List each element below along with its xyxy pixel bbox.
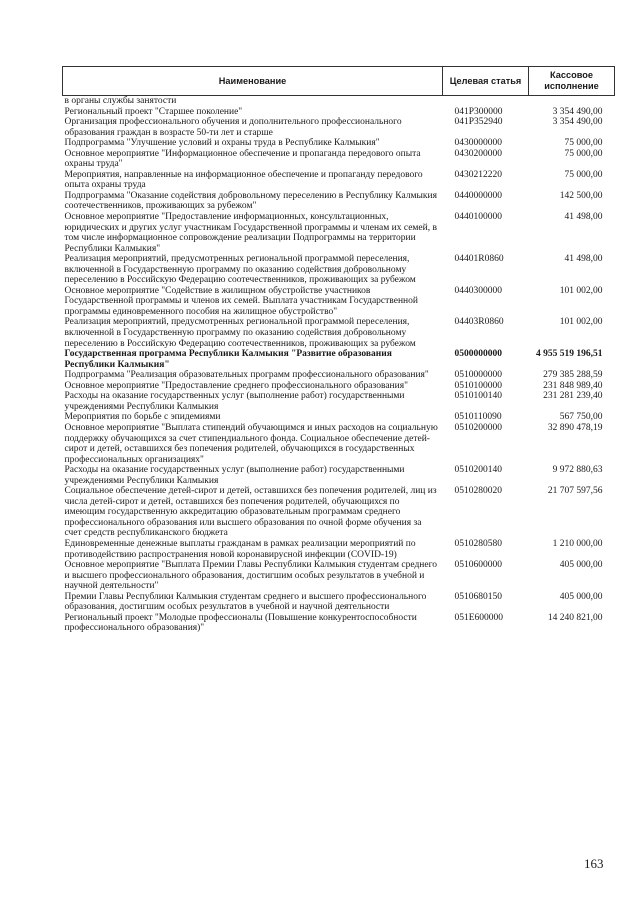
row-cash-execution-cell: 41 498,00 — [564, 212, 603, 223]
table-row — [63, 138, 615, 149]
table-row — [63, 412, 615, 423]
table-row — [63, 349, 615, 370]
table-row — [63, 96, 615, 107]
row-cash-execution-cell: 75 000,00 — [564, 138, 603, 149]
row-target-article-cell: 0440300000 — [454, 285, 502, 296]
row-cash-execution-cell: 14 240 821,00 — [547, 612, 603, 623]
row-target-article-cell: 0430000000 — [454, 138, 502, 149]
table-row — [63, 613, 615, 634]
row-cash-execution-cell: 75 000,00 — [564, 148, 603, 159]
row-name-cell: Премии Главы Республики Калмыкия студентам среднего и высшего профессионального образования, достигшим особых результатов в учебной и научной деятельности — [64, 591, 427, 613]
row-cash-execution-cell: 231 281 239,40 — [543, 391, 603, 402]
row-name-cell: в органы службы занятости — [64, 96, 177, 106]
row-name-cell: Мероприятия по борьбе с эпидемиями — [64, 412, 221, 423]
row-target-article-cell: 0510680150 — [454, 591, 502, 602]
row-target-article-cell: 0510600000 — [454, 560, 502, 571]
table-row — [63, 149, 615, 170]
row-cash-execution-cell: 1 210 000,00 — [552, 538, 603, 549]
table-body — [63, 96, 615, 634]
row-name-cell: Подпрограмма "Оказание содействия добровольному переселению в Республику Калмыкия соотечественников, проживающих за рубежом" — [64, 190, 437, 212]
table-row — [63, 317, 615, 349]
table-row — [63, 381, 615, 392]
row-cash-execution-cell: 101 002,00 — [559, 285, 603, 296]
row-cash-execution-cell: 142 500,00 — [559, 190, 603, 201]
table-row — [63, 107, 615, 118]
row-name-cell: Основное мероприятие "Содействие в жилищном обустройстве участников Государственной программы и членов их семей. Выплата участникам Государственной программы единовременного пособия на жилищное обустройство" — [64, 285, 418, 317]
row-cash-execution-cell: 405 000,00 — [559, 560, 603, 571]
row-target-article-cell: 0510100000 — [454, 380, 502, 391]
row-target-article-cell: 0440000000 — [454, 190, 502, 201]
row-name-cell: Основное мероприятие "Предоставление информационных, консультационных, юридических и других услуг участникам Государственной программы и членам их семей, в том числе информационное сопровождение реализации Подпрограммы на территории Республики Калмыкия" — [64, 212, 437, 254]
row-target-article-cell: 0500000000 — [454, 349, 502, 360]
table-row — [63, 254, 615, 286]
row-target-article-cell: 0510280020 — [454, 486, 502, 497]
row-target-article-cell: 0430200000 — [454, 148, 502, 159]
row-target-article-cell — [443, 96, 529, 107]
table-header — [63, 67, 615, 96]
row-name-cell: Мероприятия, направленные на информационное обеспечение и пропаганду передового опыта охраны труда — [64, 169, 423, 191]
table-row — [63, 486, 615, 539]
table-row — [63, 592, 615, 613]
row-target-article-cell: 0510200140 — [454, 465, 502, 476]
budget-table — [62, 66, 615, 634]
table-row — [63, 170, 615, 191]
row-name-cell: Подпрограмма "Улучшение условий и охраны труда в Республике Калмыкия" — [64, 138, 380, 149]
row-name-cell: Государственная программа Республики Калмыкия "Развитие образования Республики Калмыкия" — [64, 349, 392, 370]
table-row — [63, 286, 615, 318]
row-target-article-cell: 0510280580 — [454, 538, 502, 549]
table-row — [63, 560, 615, 592]
row-name-cell: Основное мероприятие "Выплата стипендий обучающимся и иных расходов на социальную поддержку обучающихся за счет стипендиального фонда. Социальное обеспечение детей-сирот и детей, оставшихся без попечения родителей, обучающихся в государственных профессиональных организациях" — [64, 422, 438, 465]
table-row — [63, 391, 615, 412]
row-name-cell: Расходы на оказание государственных услуг (выполнение работ) государственными учреждениями Республики Калмыкия — [64, 391, 405, 412]
row-name-cell: Единовременные денежные выплаты гражданам в рамках реализации мероприятий по противодействию распространения новой коронавирусной инфекции (COVID-19) — [64, 538, 416, 560]
row-cash-execution-cell: 32 890 478,19 — [547, 422, 603, 433]
row-name-cell: Основное мероприятие "Выплата Премии Главы Республики Калмыкия студентам среднего и высшего профессионального образования, достигшим особых результатов в учебной и научной деятельности" — [64, 560, 438, 592]
row-cash-execution-cell: 3 354 490,00 — [552, 117, 603, 128]
table-row — [63, 191, 615, 212]
row-name-cell: Организация профессионального обучения и дополнительного профессионального образования граждан в возрасте 50-ти лет и старше — [64, 117, 402, 138]
row-target-article-cell: 041P300000 — [454, 106, 503, 117]
row-target-article-cell: 041P352940 — [454, 117, 503, 128]
row-name-cell: Реализация мероприятий, предусмотренных региональной программой переселения, включенной в Государственную программу по оказанию содействия добровольному переселению в Российскую Федерацию соотечественников, проживающих за рубежом — [64, 317, 416, 349]
row-target-article-cell: 051E600000 — [454, 612, 504, 623]
column-header-cash-execution: Кассовое исполнение — [529, 67, 615, 96]
table-row — [63, 539, 615, 560]
table-row — [63, 423, 615, 465]
table-row — [63, 465, 615, 486]
row-name-cell: Подпрограмма "Реализация образовательных программ профессионального образования" — [64, 370, 429, 381]
table-row — [63, 117, 615, 138]
row-cash-execution-cell: 75 000,00 — [564, 169, 603, 180]
row-target-article-cell: 04403R0860 — [454, 317, 504, 328]
row-target-article-cell: 0510000000 — [454, 370, 502, 381]
row-name-cell: Расходы на оказание государственных услуг (выполнение работ) государственными учреждениями Республики Калмыкия — [64, 465, 405, 486]
column-header-target-article: Целевая статья — [443, 67, 529, 96]
row-name-cell: Основное мероприятие "Предоставление среднего профессионального образования" — [64, 380, 408, 391]
row-cash-execution-cell: 3 354 490,00 — [552, 106, 603, 117]
row-cash-execution-cell: 567 750,00 — [559, 412, 603, 423]
row-cash-execution-cell: 101 002,00 — [559, 317, 603, 328]
column-header-name: Наименование — [63, 67, 443, 96]
table-row — [63, 212, 615, 254]
row-target-article-cell: 0510200000 — [454, 422, 502, 433]
row-name-cell: Социальное обеспечение детей-сирот и детей, оставшихся без попечения родителей, лиц из числа детей-сирот и детей, оставшихся без попечения родителей, обучающихся по имеющим государственную аккредитацию образовательным программам среднего профессионального образования или высшего образования по очной форме обучения за счет средств республиканского бюджета — [64, 486, 437, 539]
row-cash-execution-cell: 41 498,00 — [564, 254, 603, 265]
row-cash-execution-cell: 4 955 519 196,51 — [536, 349, 603, 360]
row-target-article-cell: 0430212220 — [454, 169, 502, 180]
page-number: 163 — [584, 856, 604, 871]
row-cash-execution-cell: 9 972 880,63 — [552, 465, 603, 476]
row-cash-execution-cell: 231 848 989,40 — [543, 380, 603, 391]
row-target-article-cell: 0440100000 — [454, 212, 502, 223]
row-name-cell: Региональный проект "Старшее поколение" — [64, 106, 243, 117]
row-name-cell: Реализация мероприятий, предусмотренных региональной программой переселения, включенной в Государственную программу по оказанию содействия добровольному переселению в Российскую Федерацию соотечественников, проживающих за рубежом — [64, 254, 416, 286]
row-cash-execution-cell — [529, 96, 615, 107]
row-target-article-cell: 04401R0860 — [454, 254, 504, 265]
row-target-article-cell: 0510100140 — [454, 391, 502, 402]
row-cash-execution-cell: 279 385 288,59 — [543, 370, 603, 381]
row-target-article-cell: 0510110090 — [454, 412, 502, 423]
row-name-cell: Основное мероприятие "Информационное обеспечение и пропаганда передового опыта охраны труда" — [64, 148, 421, 170]
row-cash-execution-cell: 405 000,00 — [559, 591, 603, 602]
row-name-cell: Региональный проект "Молодые профессионалы (Повышение конкурентоспособности профессионального образования)" — [64, 612, 417, 634]
row-cash-execution-cell: 21 707 597,56 — [547, 486, 603, 497]
table-row — [63, 370, 615, 381]
